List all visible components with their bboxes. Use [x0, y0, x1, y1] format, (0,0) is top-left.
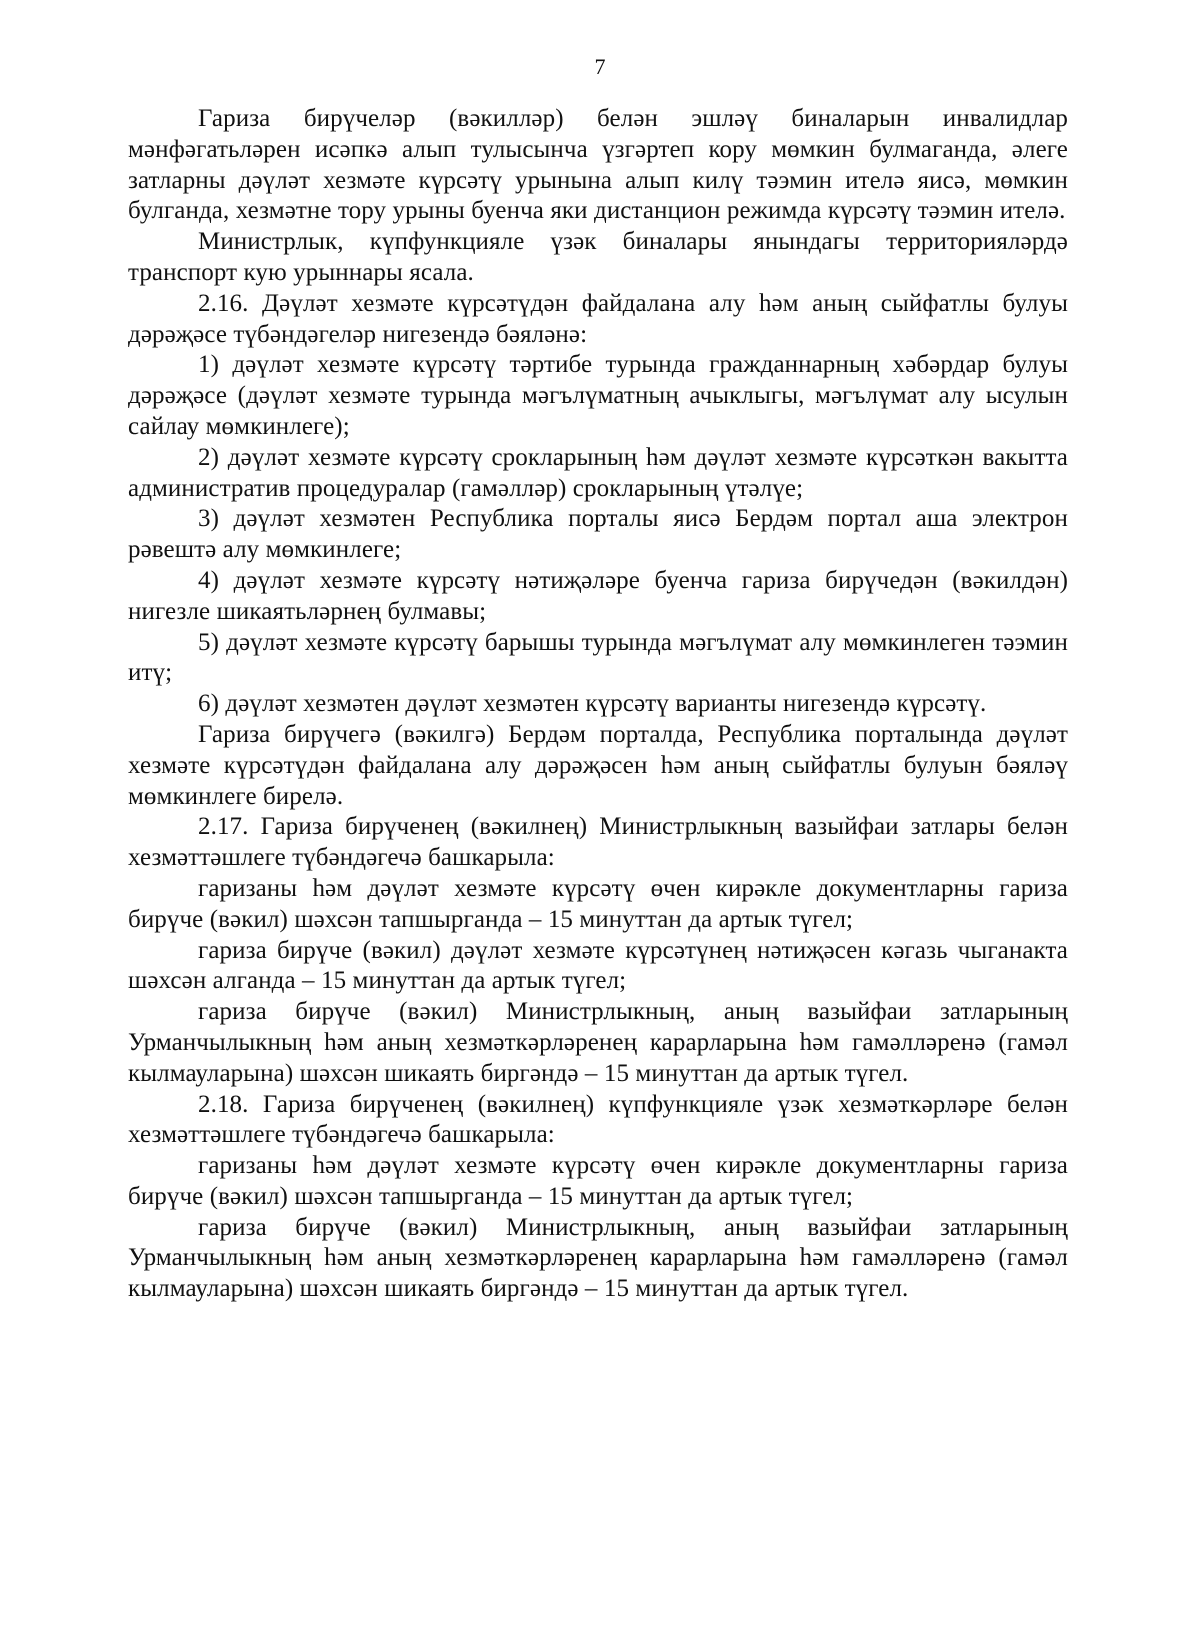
list-item-4: 4) дәүләт хезмәте күрсәтү нәтиҗәләре буенча гариза бирүчедән (вәкилдән) нигезле шикаятьләрнең булмавы;: [128, 566, 1068, 625]
interaction-item-complaint: гариза бирүче (вәкил) Министрлыкның, аның вазыйфаи затларының Урманчылыкның һәм аның хезмәткәрләренең карарларына һәм гамәлләренә (гамәл кылмауларына) шәхсән шикаять биргәндә – 15 минуттан да артык түгел.: [128, 998, 1068, 1087]
interaction-item-receipt: гариза бирүче (вәкил) дәүләт хезмәте күрсәтүнең нәтиҗәсен кәгазь чыганакта шәхсән алганда – 15 минуттан да артык түгел;: [128, 936, 1068, 995]
list-item-1: 1) дәүләт хезмәте күрсәтү тәртибе турында гражданнарның хәбәрдар булуы дәрәҗәсе (дәүләт хезмәте турында мәгълүматның ачыклыгы, мәгълүмат алу ысулын сайлау мөмкинлеге);: [128, 351, 1068, 440]
mfc-item-submission: гаризаны һәм дәүләт хезмәте күрсәтү өчен кирәкле документларны гариза бирүче (вәкил) шәхсән тапшырганда – 15 минуттан да артык түгел;: [128, 1152, 1068, 1210]
paragraph-section-2-16: 2.16. Дәүләт хезмәте күрсәтүдән файдалана алу һәм аның сыйфатлы булуы дәрәҗәсе түбәндәгеләр нигезендә бәяләнә:: [128, 289, 1068, 348]
list-item-5: 5) дәүләт хезмәте күрсәтү барышы турында мәгълүмат алу мөмкинлеген тәэмин итү;: [128, 628, 1068, 687]
document-body: [128, 104, 1068, 1305]
list-item-2: 2) дәүләт хезмәте күрсәтү срокларының һәм дәүләт хезмәте күрсәткән вакытта административ процедуралар (гамәлләр) срокларының үтәлүе;: [128, 443, 1068, 502]
interaction-item-submission: гаризаны һәм дәүләт хезмәте күрсәтү өчен кирәкле документларны гариза бирүче (вәкил) шәхсән тапшырганда – 15 минуттан да артык түгел;: [128, 874, 1068, 933]
paragraph-section-2-18: 2.18. Гариза бирүченең (вәкилнең) күпфункцияле үзәк хезмәткәрләре белән хезмәттәшлеге түбәндәгечә башкарыла:: [128, 1090, 1068, 1149]
list-item-6: 6) дәүләт хезмәтен дәүләт хезмәтен күрсәтү варианты нигезендә күрсәтү.: [198, 690, 987, 718]
page-number: 7: [594, 54, 606, 79]
mfc-item-complaint: гариза бирүче (вәкил) Министрлыкның, аның вазыйфаи затларының Урманчылыкның һәм аның хезмәткәрләренең карарларына һәм гамәлләренә (гамәл кылмауларына) шәхсән шикаять биргәндә – 15 минуттан да артык түгел.: [128, 1213, 1068, 1303]
paragraph-accessibility-relocation: Гариза бирүчеләр (вәкилләр) белән эшләү биналарын инвалидлар мәнфәгатьләрен исәпкә алып тулысынча үзгәртеп кору мөмкин булмаганда, әлеге затларны дәүләт хезмәте күрсәтү урынына алып килү тәэмин ителә яисә, мөмкин булганда, хезмәтне тору урыны буенча яки дистанцион режимда күрсәтү тәэмин ителә.: [128, 105, 1068, 225]
list-item-3: 3) дәүләт хезмәтен Республика порталы яисә Бердәм портал аша электрон рәвештә алу мөмкинлеге;: [128, 505, 1068, 564]
paragraph-parking: Министрлык, күпфункцияле үзәк биналары янындагы территорияләрдә транспорт кую урыннары ясала.: [128, 228, 1068, 286]
paragraph-section-2-17: 2.17. Гариза бирүченең (вәкилнең) Министрлыкның вазыйфаи затлары белән хезмәттәшлеге түбәндәгечә башкарыла:: [128, 813, 1068, 872]
paragraph-quality-assessment: Гариза бирүчегә (вәкилгә) Бердәм порталда, Республика порталында дәүләт хезмәте күрсәтүдән файдалана алу дәрәҗәсен һәм аның сыйфатлы булуын бәяләү мөмкинлеге бирелә.: [128, 720, 1068, 810]
